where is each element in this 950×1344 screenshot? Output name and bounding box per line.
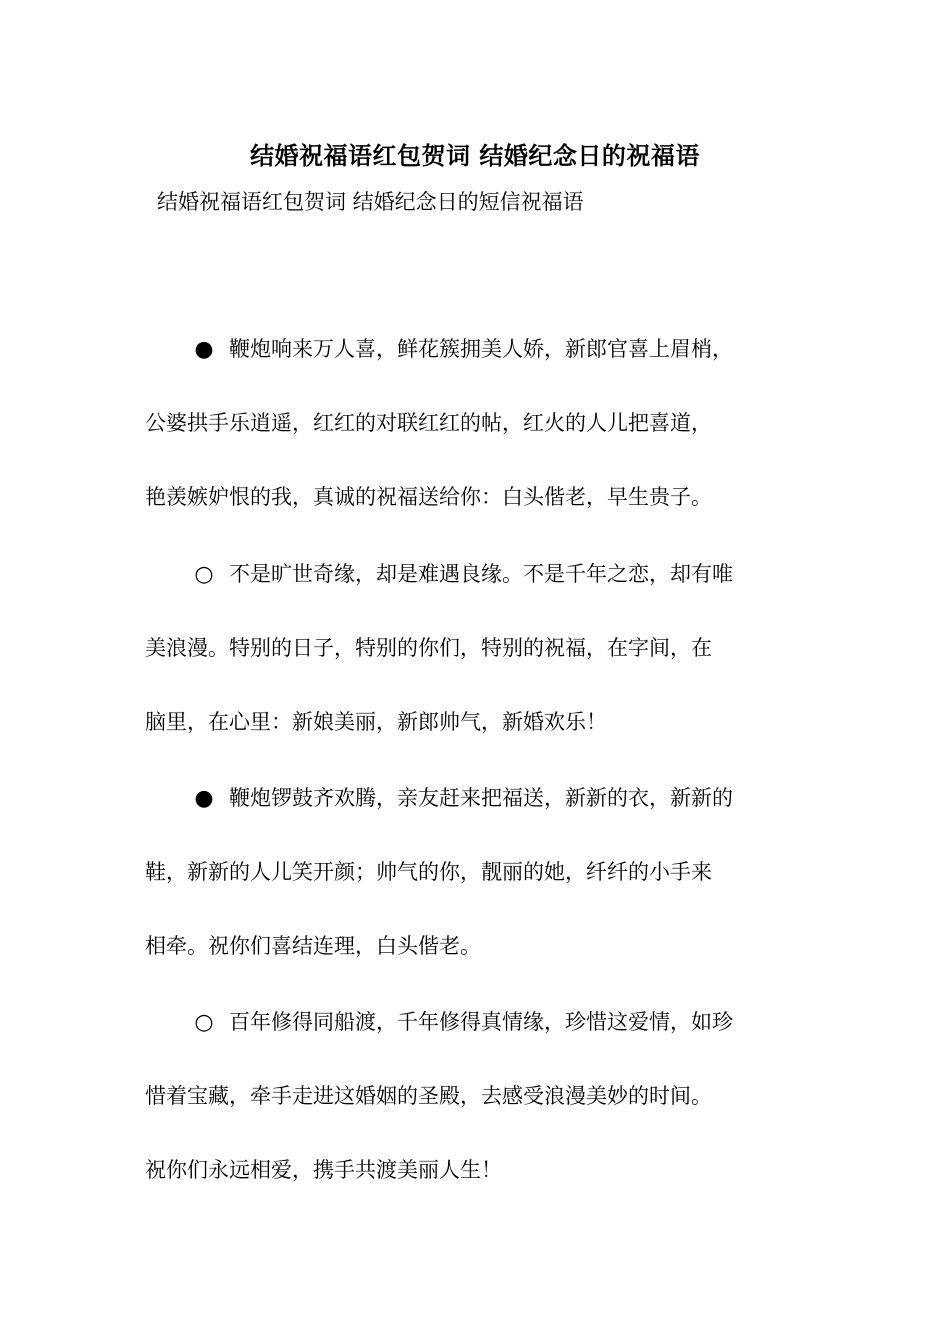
- paragraph-line: 祝你们永远相爱，携手共渡美丽人生！: [145, 1158, 502, 1182]
- document-title: 结婚祝福语红包贺词 结婚纪念日的祝福语: [250, 141, 700, 170]
- paragraph-line: 鞋，新新的人儿笑开颜；帅气的你，靓丽的她，纤纤的小手来: [145, 860, 712, 884]
- hollow-circle-bullet-icon: ○: [194, 1010, 214, 1035]
- paragraph-line: 艳羡嫉妒恨的我，真诚的祝福送给你：白头偕老，早生贵子。: [145, 485, 712, 509]
- document-subtitle: 结婚祝福语红包贺词 结婚纪念日的短信祝福语: [157, 190, 584, 214]
- paragraph-line: 公婆拱手乐逍遥，红红的对联红红的帖，红火的人儿把喜道，: [145, 411, 712, 435]
- paragraph-line: [145, 537, 805, 611]
- paragraph-line: 美浪漫。特别的日子，特别的你们，特别的祝福，在字间，在: [145, 636, 712, 660]
- hollow-circle-bullet-icon: ○: [194, 562, 214, 587]
- paragraph-line: [145, 761, 805, 835]
- blessing-paragraph: [145, 985, 805, 1207]
- filled-circle-bullet-icon: ●: [194, 786, 214, 811]
- paragraph-line: 相牵。祝你们喜结连理，白头偕老。: [145, 934, 481, 958]
- blessing-paragraph: [145, 537, 805, 759]
- paragraph-line: 惜着宝藏，牵手走进这婚姻的圣殿，去感受浪漫美妙的时间。: [145, 1084, 712, 1108]
- filled-circle-bullet-icon: ●: [194, 337, 214, 362]
- blessing-paragraph: [145, 312, 805, 534]
- paragraph-line: [145, 312, 805, 386]
- paragraph-line-text: 百年修得同船渡，千年修得真情缘，珍惜这爱情，如珍: [229, 1010, 733, 1034]
- blessing-paragraph: [145, 761, 805, 983]
- paragraph-line-text: 鞭炮响来万人喜，鲜花簇拥美人娇，新郎官喜上眉梢，: [229, 337, 733, 361]
- paragraph-line-text: 不是旷世奇缘，却是难遇良缘。不是千年之恋，却有唯: [229, 562, 733, 586]
- paragraph-line-text: 鞭炮锣鼓齐欢腾，亲友赶来把福送，新新的衣，新新的: [229, 786, 733, 810]
- paragraph-line: [145, 985, 805, 1059]
- paragraph-line: 脑里，在心里：新娘美丽，新郎帅气，新婚欢乐！: [145, 710, 607, 734]
